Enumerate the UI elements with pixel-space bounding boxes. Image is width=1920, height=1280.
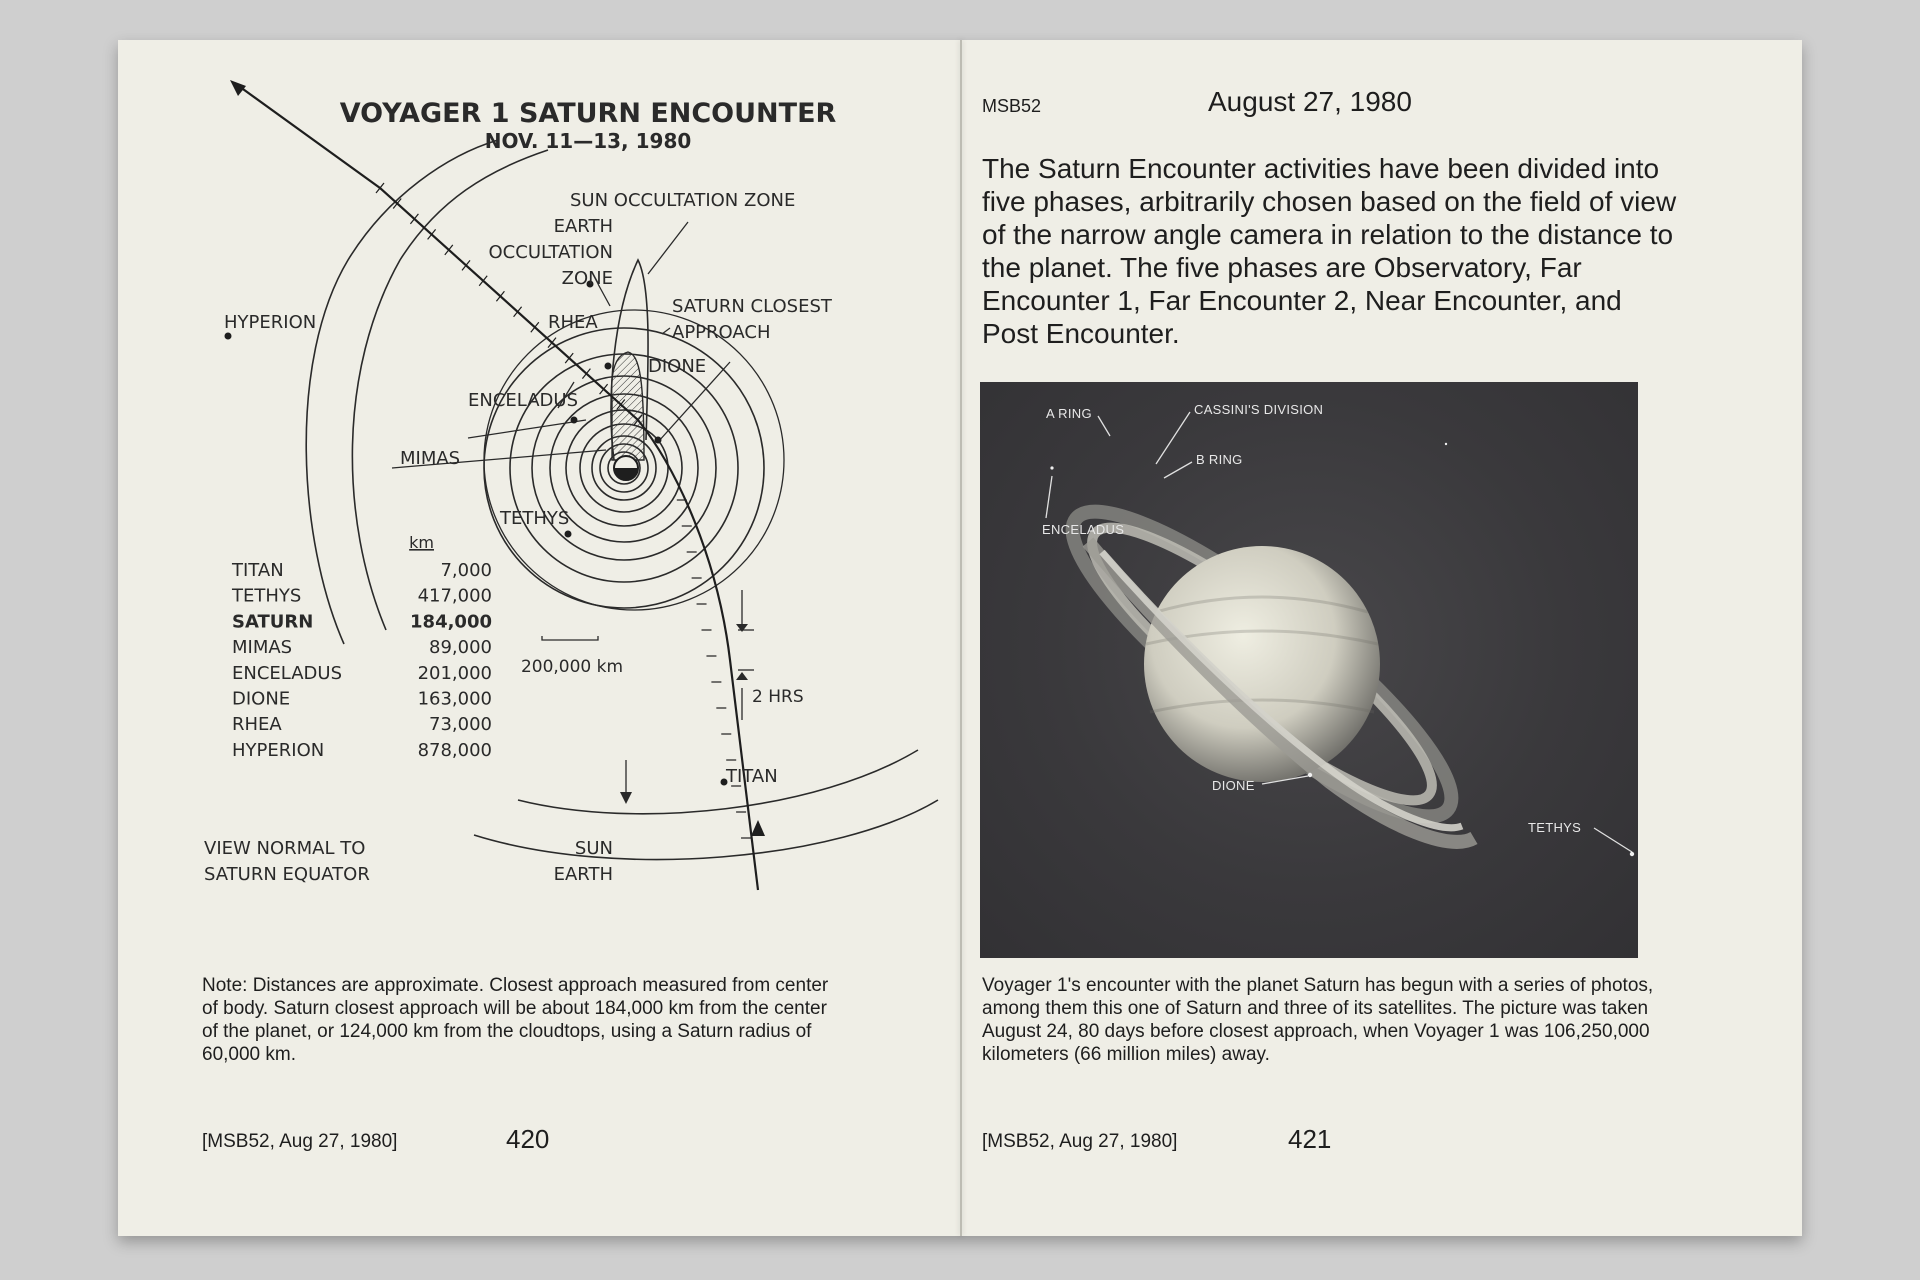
- label-closest-approach-1: SATURN CLOSEST: [672, 296, 832, 317]
- label-view-normal-2: SATURN EQUATOR: [204, 864, 370, 885]
- label-a-ring: A RING: [1046, 406, 1092, 421]
- distance-row-body: HYPERION: [232, 739, 325, 761]
- label-dione: DIONE: [648, 356, 707, 377]
- label-hyperion: HYPERION: [224, 312, 317, 333]
- distance-table: [231, 560, 492, 761]
- saturn-planet: [1144, 546, 1380, 782]
- diagram-note: Note: Distances are approximate. Closest approach measured from center of body. Saturn closest approach will be about 184,000 km from the center of the planet, or 124,000 km from the cloudtops, using a Saturn radius of 60,000 km.: [202, 975, 829, 1065]
- distance-row-body: ENCELADUS: [232, 662, 342, 684]
- label-enceladus: ENCELADUS: [468, 390, 578, 411]
- label-sun: SUN: [574, 838, 613, 859]
- distance-row-body: MIMAS: [232, 637, 293, 659]
- left-page: [118, 40, 960, 1236]
- titan-orbit-arc-lower-2: [474, 800, 938, 860]
- label-view-normal-1: VIEW NORMAL TO: [204, 838, 366, 859]
- label-scale: 200,000 km: [520, 657, 624, 677]
- label-enceladus-photo: ENCELADUS: [1042, 522, 1125, 537]
- distance-row-km: 878,000: [417, 739, 492, 761]
- label-dione-photo: DIONE: [1212, 778, 1255, 793]
- date-heading: August 27, 1980: [1208, 86, 1412, 117]
- label-cassini-division: CASSINI'S DIVISION: [1194, 402, 1324, 417]
- footer-reference-left: [MSB52, Aug 27, 1980]: [202, 1131, 398, 1152]
- label-2-hrs: 2 HRS: [752, 687, 804, 707]
- distance-unit: km: [409, 533, 434, 552]
- label-sun-occultation: SUN OCCULTATION ZONE: [570, 190, 796, 211]
- distance-row-body: SATURN: [232, 611, 314, 633]
- label-titan: TITAN: [726, 766, 778, 787]
- distance-row-body: TETHYS: [232, 585, 302, 607]
- page-number-left: 420: [506, 1124, 550, 1154]
- distance-row-body: TITAN: [232, 560, 284, 581]
- distance-row-km: 89,000: [429, 637, 492, 659]
- distance-row-body: RHEA: [232, 714, 282, 736]
- book-spread: [118, 40, 1802, 1236]
- distance-row-km: 73,000: [429, 714, 492, 736]
- running-head: MSB52: [982, 96, 1042, 116]
- distance-row-km: 201,000: [417, 662, 492, 684]
- titan-orbit-arc-lower-1: [518, 750, 918, 814]
- saturn-photo: [980, 382, 1638, 958]
- label-closest-approach-2: APPROACH: [672, 322, 771, 343]
- label-b-ring: B RING: [1196, 452, 1243, 467]
- label-earth: EARTH: [553, 864, 613, 885]
- label-tethys-photo: TETHYS: [1528, 820, 1582, 835]
- label-tethys: TETHYS: [500, 508, 570, 529]
- diagram-subtitle: NOV. 11—13, 1980: [484, 129, 692, 153]
- distance-row-km: 163,000: [417, 688, 492, 710]
- distance-row-km: 184,000: [410, 611, 492, 633]
- distance-row-km: 417,000: [417, 585, 492, 607]
- distance-row-km: 7,000: [440, 560, 492, 581]
- page-number-right: 421: [1288, 1124, 1332, 1154]
- label-earth-occultation-2: OCCULTATION: [488, 242, 613, 263]
- distance-row-body: DIONE: [232, 688, 291, 710]
- saturn-encounter-diagram: [118, 40, 960, 960]
- label-earth-occultation-1: EARTH: [553, 216, 613, 237]
- label-earth-occultation-3: ZONE: [561, 268, 613, 289]
- label-rhea: RHEA: [548, 312, 598, 333]
- right-page: [962, 40, 1802, 1236]
- label-mimas: MIMAS: [400, 448, 461, 469]
- footer-reference-right: [MSB52, Aug 27, 1980]: [982, 1131, 1178, 1152]
- diagram-title: VOYAGER 1 SATURN ENCOUNTER: [339, 98, 837, 129]
- intro-paragraph: The Saturn Encounter activities have been divided into five phases, arbitrarily chosen based on the field of view of the narrow angle camera in relation to the distance to the planet. The five phases are Observatory, Far Encounter 1, Far Encounter 2, Near Encounter, and Post Encounter.: [982, 153, 1677, 349]
- photo-caption: Voyager 1's encounter with the planet Saturn has begun with a series of photos, among them this one of Saturn and three of its satellites. The picture was taken August 24, 80 days before closest approach, when Voyager 1 was 106,250,000 kilometers (66 million miles) away.: [982, 975, 1654, 1065]
